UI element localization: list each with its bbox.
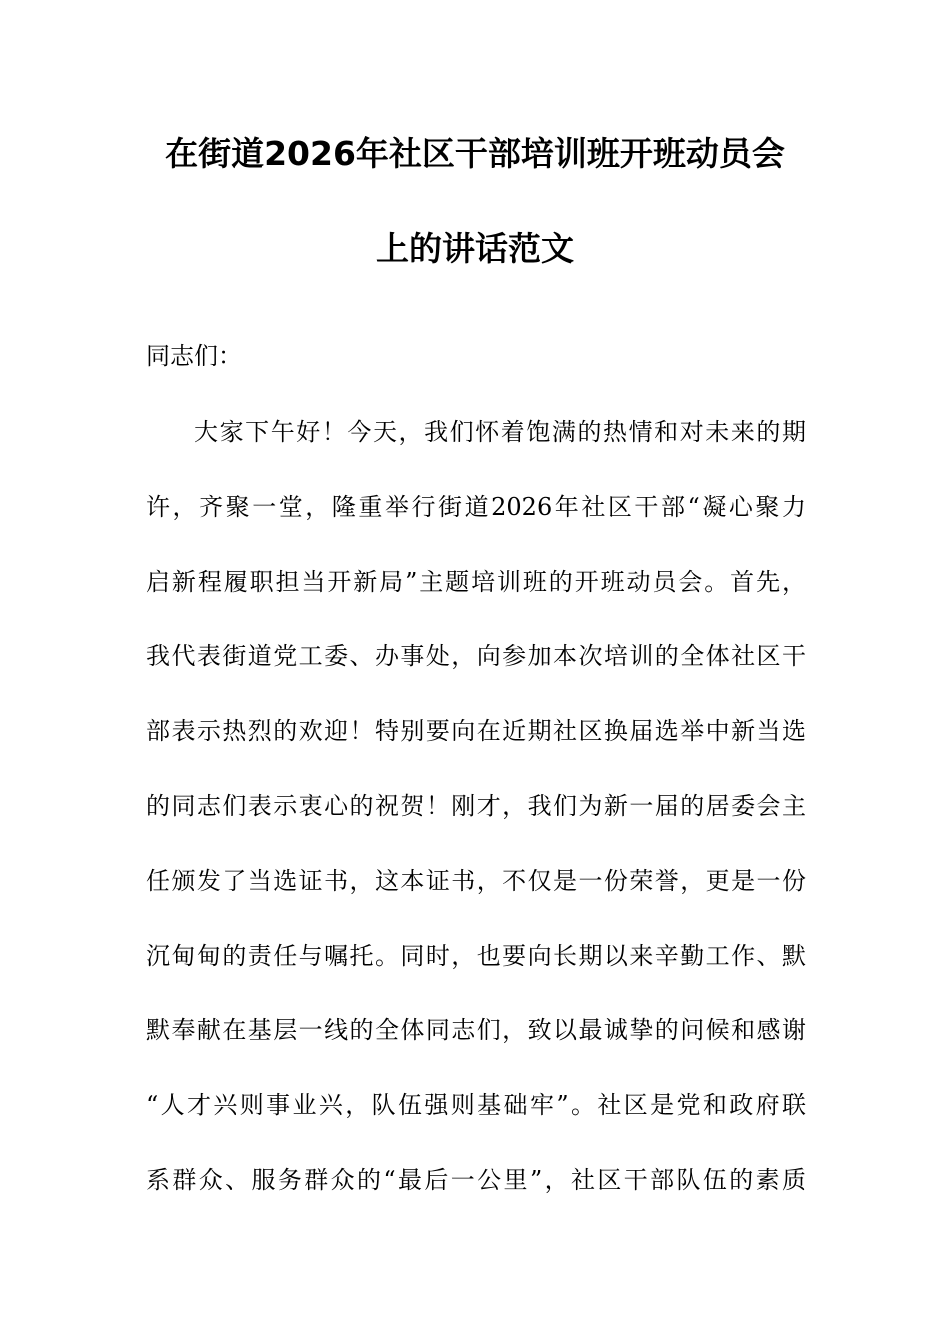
- title-line-1: 在街道2026年社区干部培训班开班动员会: [165, 134, 785, 173]
- body-line-4: 我代表街道党工委、办事处，向参加本次培训的全体社区干: [146, 642, 806, 670]
- salutation: 同志们：: [146, 342, 242, 370]
- body-line-1: 大家下午好！今天，我们怀着饱满的热情和对未来的期: [194, 418, 806, 446]
- body-line-8: 沉甸甸的责任与嘱托。同时，也要向长期以来辛勤工作、默: [146, 942, 806, 970]
- title-line-2: 上的讲话范文: [376, 229, 574, 268]
- body-line-11: 系群众、服务群众的“最后一公里”，社区干部队伍的素质: [146, 1166, 806, 1194]
- body-line-9: 默奉献在基层一线的全体同志们，致以最诚挚的问候和感谢: [146, 1016, 806, 1044]
- body-line-10: “人才兴则事业兴，队伍强则基础牢”。社区是党和政府联: [146, 1091, 806, 1119]
- body-line-7: 任颁发了当选证书，这本证书，不仅是一份荣誉，更是一份: [146, 867, 806, 895]
- body-line-2: 许，齐聚一堂，隆重举行街道2026年社区干部“凝心聚力: [146, 493, 806, 521]
- body-line-5: 部表示热烈的欢迎！特别要向在近期社区换届选举中新当选: [146, 717, 806, 745]
- body-line-3: 启新程履职担当开新局”主题培训班的开班动员会。首先，: [146, 568, 806, 596]
- body-line-6: 的同志们表示衷心的祝贺！刚才，我们为新一届的居委会主: [146, 792, 806, 820]
